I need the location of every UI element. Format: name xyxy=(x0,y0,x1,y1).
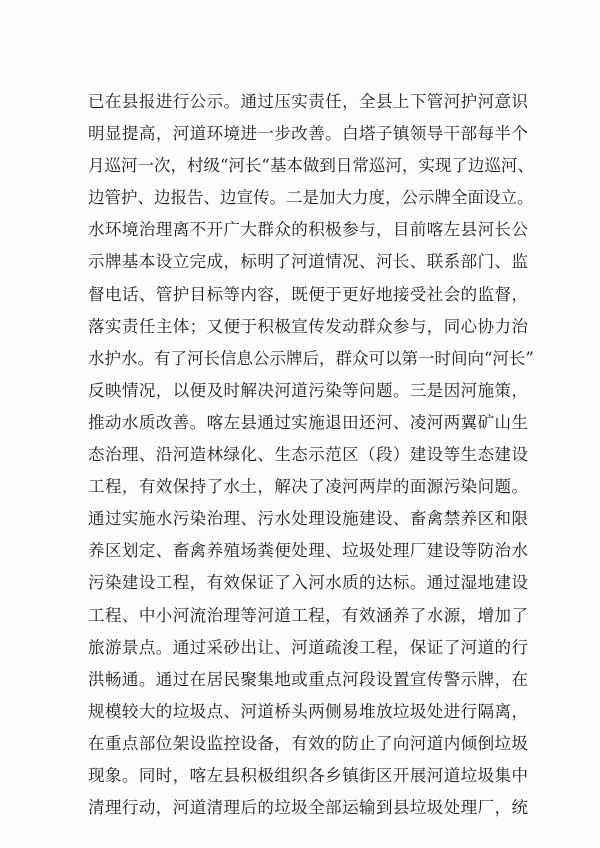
text-line: 明显提高，河道环境进一步改善。白塔子镇领导干部每半个 xyxy=(88,124,528,144)
text-line: 水环境治理离不开广大群众的积极参与，目前喀左县河长公 xyxy=(88,220,528,240)
text-line: 污染建设工程，有效保证了入河水质的达标。通过湿地建设 xyxy=(88,573,528,593)
text-line: 反映情况，以便及时解决河道污染等问题。三是因河施策， xyxy=(88,380,528,400)
text-line: 养区划定、畜禽养殖场粪便处理、垃圾处理厂建设等防治水 xyxy=(88,541,528,561)
text-line: 工程，有效保持了水土，解决了凌河两岸的面源污染问题。 xyxy=(88,477,528,497)
text-line: 示牌基本设立完成，标明了河道情况、河长、联系部门、监 xyxy=(88,252,528,272)
text-line: 工程、中小河流治理等河道工程，有效涵养了水源，增加了 xyxy=(88,605,528,625)
text-line: 规模较大的垃圾点、河道桥头两侧易堆放垃圾处进行隔离， xyxy=(88,701,528,721)
text-line: 督电话、管护目标等内容，既便于更好地接受社会的监督， xyxy=(88,284,528,304)
text-line: 已在县报进行公示。通过压实责任，全县上下管河护河意识 xyxy=(88,92,528,111)
text-line: 边管护、边报告、边宣传。二是加大力度，公示牌全面设立。 xyxy=(88,188,534,208)
text-line: 态治理、沿河造林绿化、生态示范区（段）建设等生态建设 xyxy=(88,445,528,465)
text-line: 落实责任主体；又便于积极宣传发动群众参与，同心协力治 xyxy=(88,316,528,336)
text-line: 月巡河一次，村级“河长“基本做到日常巡河，实现了边巡河、 xyxy=(88,156,534,176)
text-line: 旅游景点。通过采砂出让、河道疏浚工程，保证了河道的行 xyxy=(88,637,528,657)
body-text xyxy=(88,86,534,824)
text-line: 洪畅通。通过在居民聚集地或重点河段设置宣传警示牌，在 xyxy=(88,669,528,689)
text-line: 水护水。有了河长信息公示牌后，群众可以第一时间向“河长” xyxy=(88,348,534,368)
text-line: 推动水质改善。喀左县通过实施退田还河、凌河两翼矿山生 xyxy=(88,412,528,432)
text-line: 在重点部位架设监控设备，有效的防止了向河道内倾倒垃圾 xyxy=(88,733,528,753)
text-line: 清理行动，河道清理后的垃圾全部运输到县垃圾处理厂，统 xyxy=(88,798,528,818)
text-line: 通过实施水污染治理、污水处理设施建设、畜禽禁养区和限 xyxy=(88,509,528,529)
text-line: 现象。同时，喀左县积极组织各乡镇街区开展河道垃圾集中 xyxy=(88,765,528,785)
